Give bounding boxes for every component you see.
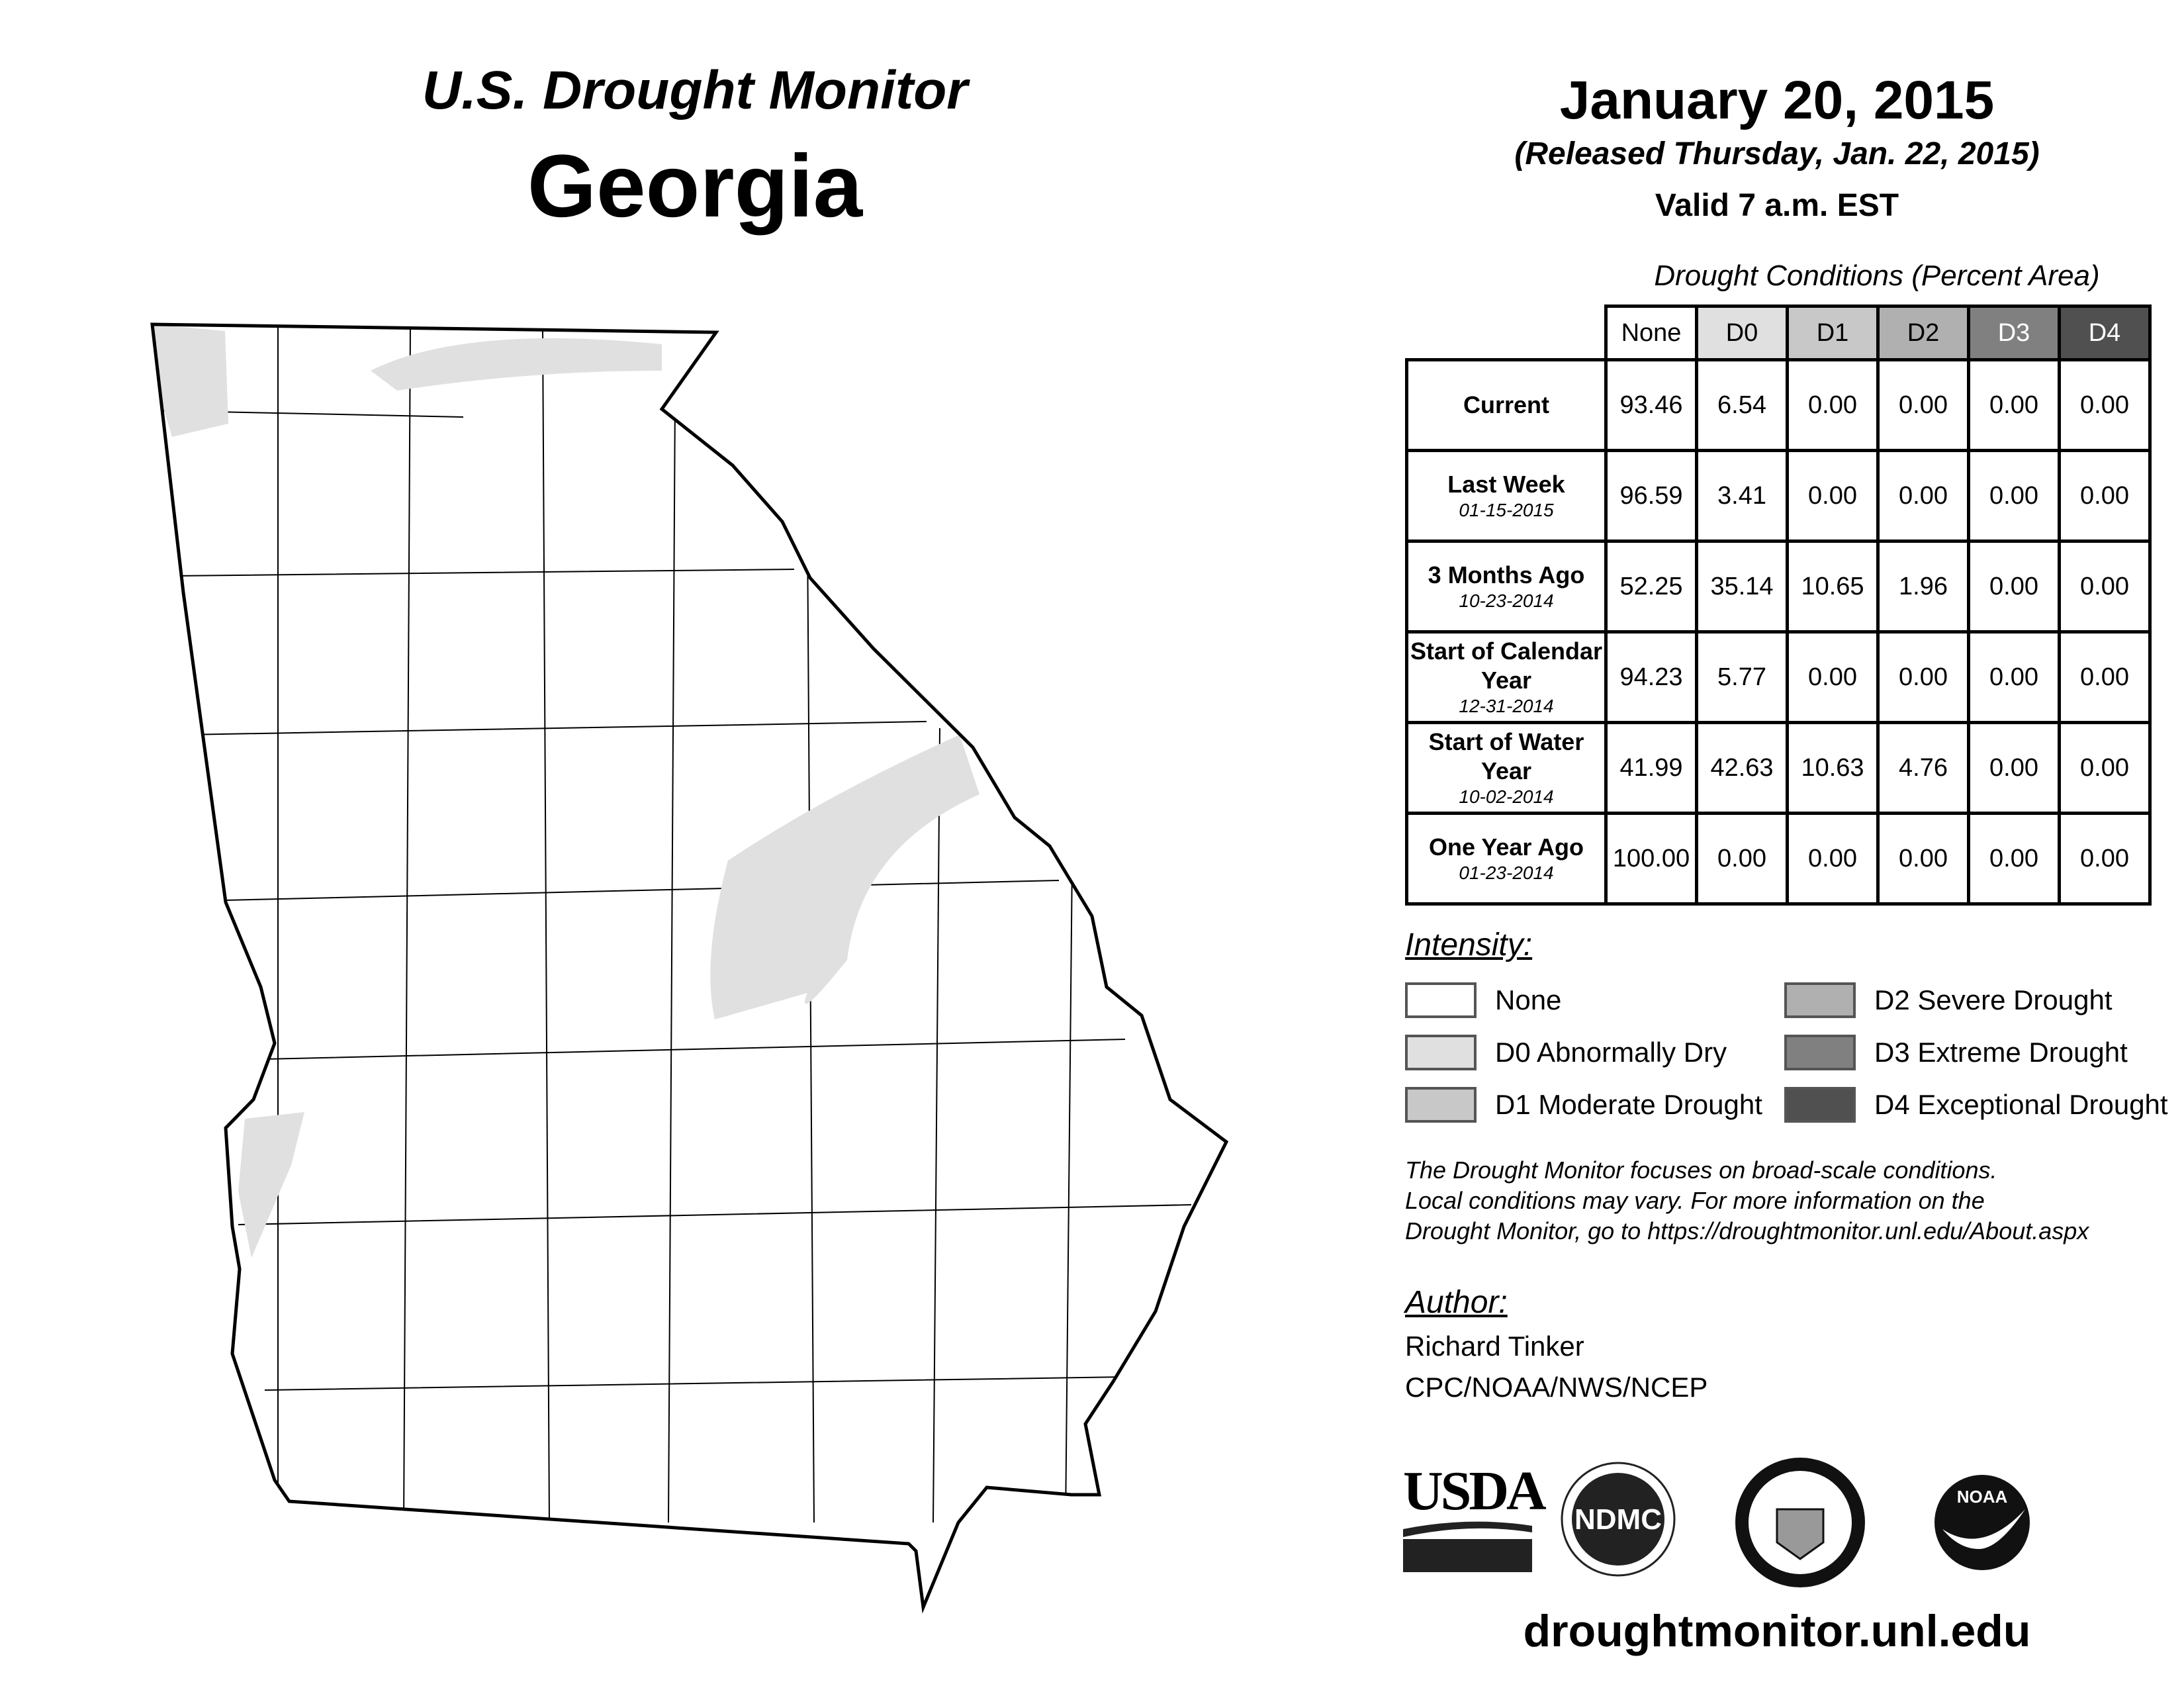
table-cell: 0.00 bbox=[1969, 451, 2060, 541]
table-cell: 0.00 bbox=[1878, 360, 1969, 451]
column-header-d0: D0 bbox=[1697, 306, 1788, 360]
legend-swatch bbox=[1405, 1087, 1477, 1123]
table-cell: 4.76 bbox=[1878, 723, 1969, 814]
table-cell: 100.00 bbox=[1606, 814, 1697, 904]
row-label-text: 3 Months Ago bbox=[1428, 561, 1585, 588]
table-cell: 0.00 bbox=[2060, 632, 2150, 723]
note-line: Drought Monitor, go to https://droughtmonitor.unl.edu/About.aspx bbox=[1405, 1217, 2089, 1244]
legend-item bbox=[1784, 1087, 2168, 1123]
table-cell: 10.63 bbox=[1788, 723, 1878, 814]
row-date: 01-15-2015 bbox=[1459, 500, 1554, 520]
row-label bbox=[1407, 723, 1606, 814]
row-label-text: Last Week bbox=[1447, 471, 1565, 498]
author-heading: Author: bbox=[1405, 1285, 1508, 1320]
table-cell: 41.99 bbox=[1606, 723, 1697, 814]
table-cell: 5.77 bbox=[1697, 632, 1788, 723]
table-cell: 0.00 bbox=[1878, 814, 1969, 904]
doc-seal-logo bbox=[1742, 1464, 1858, 1581]
author-name: Richard Tinker bbox=[1405, 1331, 1584, 1362]
table-cell: 35.14 bbox=[1697, 541, 1788, 632]
svg-text:USDA: USDA bbox=[1403, 1460, 1544, 1522]
release-date: (Released Thursday, Jan. 22, 2015) bbox=[1514, 136, 2040, 171]
table-cell: 0.00 bbox=[2060, 360, 2150, 451]
table-cell: 0.00 bbox=[2060, 723, 2150, 814]
state-title: Georgia bbox=[527, 137, 863, 236]
table-cell: 94.23 bbox=[1606, 632, 1697, 723]
noaa-logo bbox=[1934, 1475, 2030, 1570]
note-line: The Drought Monitor focuses on broad-scale conditions. bbox=[1405, 1156, 1997, 1184]
legend-swatch bbox=[1784, 1035, 1856, 1070]
table-cell: 1.96 bbox=[1878, 541, 1969, 632]
row-label-text: Current bbox=[1463, 391, 1549, 418]
product-title: U.S. Drought Monitor bbox=[422, 60, 968, 120]
table-cell: 0.00 bbox=[1788, 814, 1878, 904]
legend-title: Intensity: bbox=[1405, 927, 1533, 962]
table-cell: 52.25 bbox=[1606, 541, 1697, 632]
table-cell: 6.54 bbox=[1697, 360, 1788, 451]
column-header-d3: D3 bbox=[1969, 306, 2060, 360]
row-date: 10-02-2014 bbox=[1459, 786, 1554, 807]
d0-area-west bbox=[238, 1112, 304, 1258]
table-cell: 96.59 bbox=[1606, 451, 1697, 541]
usda-logo bbox=[1403, 1460, 1547, 1572]
table-row bbox=[1407, 360, 2150, 451]
county-lines bbox=[152, 324, 1191, 1523]
legend-label: None bbox=[1495, 984, 1562, 1015]
row-label-text: Start of Calendar Year bbox=[1410, 637, 1603, 694]
legend-item bbox=[1405, 982, 1561, 1018]
legend-swatch bbox=[1405, 1035, 1477, 1070]
table-cell: 0.00 bbox=[2060, 451, 2150, 541]
table-cell: 0.00 bbox=[1969, 723, 2060, 814]
ndmc-logo bbox=[1562, 1463, 1674, 1575]
row-label bbox=[1407, 541, 1606, 632]
svg-text:NOAA: NOAA bbox=[1956, 1487, 2008, 1507]
d0-areas bbox=[152, 324, 979, 1258]
table-cell: 0.00 bbox=[1697, 814, 1788, 904]
table-cell: 0.00 bbox=[1969, 814, 2060, 904]
row-date: 10-23-2014 bbox=[1459, 590, 1554, 611]
legend-item bbox=[1405, 1087, 1762, 1123]
table-cell: 0.00 bbox=[1788, 451, 1878, 541]
legend-label: D0 Abnormally Dry bbox=[1495, 1037, 1727, 1068]
table-cell: 0.00 bbox=[2060, 541, 2150, 632]
legend-swatch bbox=[1405, 982, 1477, 1018]
legend-swatch bbox=[1784, 982, 1856, 1018]
row-label-text: Start of Water Year bbox=[1428, 728, 1584, 784]
drought-conditions-table bbox=[1405, 305, 2152, 906]
d0-area-north bbox=[371, 338, 662, 391]
table-cell: 0.00 bbox=[2060, 814, 2150, 904]
column-header-none: None bbox=[1606, 306, 1697, 360]
logos bbox=[1403, 1456, 2164, 1595]
valid-time: Valid 7 a.m. EST bbox=[1655, 188, 1899, 223]
table-row bbox=[1407, 451, 2150, 541]
legend-label: D4 Exceptional Drought bbox=[1874, 1089, 2168, 1120]
table-cell: 0.00 bbox=[1878, 632, 1969, 723]
column-header-d4: D4 bbox=[2060, 306, 2150, 360]
row-label bbox=[1407, 814, 1606, 904]
row-label bbox=[1407, 632, 1606, 723]
table-cell: 0.00 bbox=[1969, 360, 2060, 451]
table-header-row bbox=[1407, 306, 2150, 360]
table-row bbox=[1407, 723, 2150, 814]
table-cell: 0.00 bbox=[1969, 632, 2060, 723]
note-line: Local conditions may vary. For more information on the bbox=[1405, 1187, 1985, 1214]
column-header-d2: D2 bbox=[1878, 306, 1969, 360]
valid-date: January 20, 2015 bbox=[1559, 70, 1995, 130]
row-date: 12-31-2014 bbox=[1459, 696, 1554, 716]
table-cell: 0.00 bbox=[1788, 360, 1878, 451]
table-cell: 0.00 bbox=[1969, 541, 2060, 632]
table-cell: 10.65 bbox=[1788, 541, 1878, 632]
legend-label: D3 Extreme Drought bbox=[1874, 1037, 2128, 1068]
author-org: CPC/NOAA/NWS/NCEP bbox=[1405, 1372, 1708, 1403]
disclaimer-note bbox=[1405, 1155, 2089, 1246]
table-cell: 3.41 bbox=[1697, 451, 1788, 541]
legend-item bbox=[1405, 1035, 1727, 1070]
legend-swatch bbox=[1784, 1087, 1856, 1123]
table-row bbox=[1407, 632, 2150, 723]
table-row bbox=[1407, 814, 2150, 904]
legend-item bbox=[1784, 1035, 2128, 1070]
svg-text:NDMC: NDMC bbox=[1574, 1503, 1662, 1536]
row-label-text: One Year Ago bbox=[1428, 833, 1584, 861]
legend-label: D1 Moderate Drought bbox=[1495, 1089, 1762, 1120]
table-cell: 0.00 bbox=[1878, 451, 1969, 541]
table-row bbox=[1407, 541, 2150, 632]
table-cell: 42.63 bbox=[1697, 723, 1788, 814]
row-label bbox=[1407, 451, 1606, 541]
legend-item bbox=[1784, 982, 2113, 1018]
table-cell: 0.00 bbox=[1788, 632, 1878, 723]
footer-url[interactable]: droughtmonitor.unl.edu bbox=[1523, 1606, 2031, 1656]
table-cell: 93.46 bbox=[1606, 360, 1697, 451]
table-title: Drought Conditions (Percent Area) bbox=[1654, 259, 2100, 292]
legend-label: D2 Severe Drought bbox=[1874, 984, 2113, 1015]
row-label bbox=[1407, 360, 1606, 451]
column-header-d1: D1 bbox=[1788, 306, 1878, 360]
row-date: 01-23-2014 bbox=[1459, 863, 1554, 883]
